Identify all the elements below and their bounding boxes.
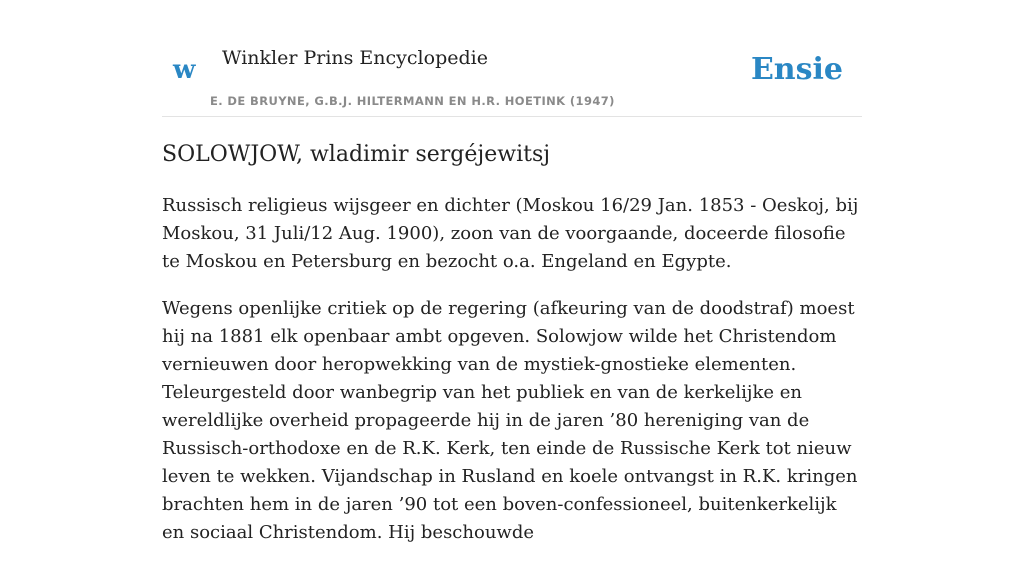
source-logo-icon[interactable]: w [173,55,196,85]
article-title: SOLOWJOW, wladimir sergéjewitsj [162,142,551,167]
page-header [162,0,862,117]
article-paragraph: Wegens openlijke critiek op de regering (afkeuring van de doodstraf) moest hij na 1881 elk openbaar ambt opgeven. Solowjow wilde het Christendom vernieuwen door heropwekking van de mystiek-gnostieke elementen. Teleurgesteld door wanbegrip van het publiek en van de kerkelijke en wereldlijke overheid propageerde hij in de jaren ’80 hereniging van de Russisch-orthodoxe en de R.K. Kerk, ten einde de Russische Kerk tot nieuw leven te wekken. Vijandschap in Rusland en koele ontvangst in R.K. kringen brachten hem in de jaren ’90 tot een boven-confessioneel, buitenkerkelijk en sociaal Christendom. Hij beschouwde [162,298,858,543]
source-title[interactable]: Winkler Prins Encyclopedie [222,47,488,69]
article-paragraph: Russisch religieus wijsgeer en dichter (Moskou 16/29 Jan. 1853 - Oeskoj, bij Moskou, 31 Juli/12 Aug. 1900), zoon van de voorgaande, doceerde filosofie te Moskou en Petersburg en bezocht o.a. Engeland en Egypte. [162,195,859,272]
source-authors: E. DE BRUYNE, G.B.J. HILTERMANN EN H.R. HOETINK (1947) [210,94,615,108]
ensie-logo[interactable]: Ensie [750,52,843,87]
article-body [162,192,862,566]
